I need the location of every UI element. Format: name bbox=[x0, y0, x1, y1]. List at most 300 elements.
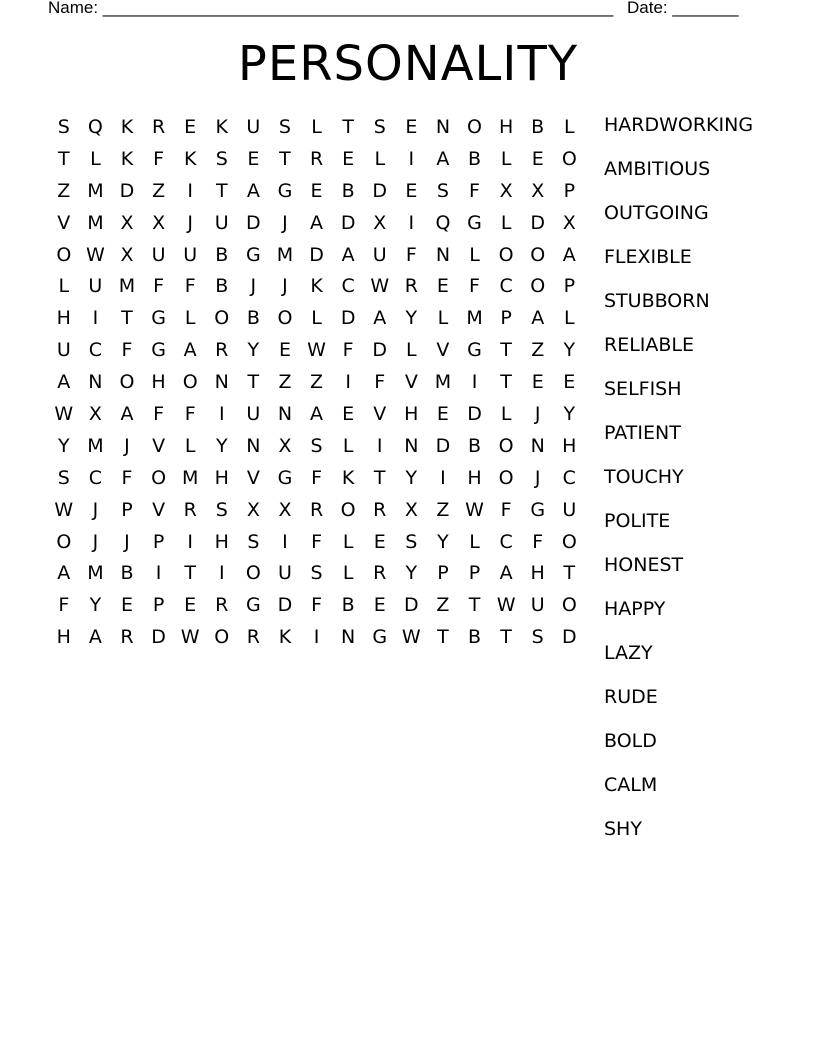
grid-letter[interactable]: L bbox=[406, 339, 417, 362]
grid-letter[interactable]: U bbox=[530, 594, 545, 617]
grid-letter[interactable]: Y bbox=[247, 339, 260, 362]
grid-letter[interactable]: L bbox=[469, 243, 480, 266]
grid-letter[interactable]: O bbox=[561, 530, 577, 553]
grid-letter[interactable]: Y bbox=[405, 562, 418, 585]
grid-letter[interactable]: T bbox=[373, 466, 386, 489]
grid-letter[interactable]: U bbox=[246, 402, 261, 425]
grid-letter[interactable]: S bbox=[436, 179, 449, 202]
grid-letter[interactable]: J bbox=[534, 402, 541, 425]
grid-letter[interactable]: O bbox=[530, 275, 546, 298]
grid-letter[interactable]: W bbox=[307, 339, 326, 362]
grid-letter[interactable]: A bbox=[183, 339, 197, 362]
grid-letter[interactable]: C bbox=[562, 466, 576, 489]
grid-letter[interactable]: X bbox=[120, 211, 134, 234]
grid-letter[interactable]: D bbox=[151, 626, 166, 649]
grid-letter[interactable]: O bbox=[530, 243, 546, 266]
grid-letter[interactable]: N bbox=[530, 434, 545, 457]
grid-letter[interactable]: R bbox=[373, 562, 387, 585]
grid-letter[interactable]: L bbox=[500, 211, 512, 234]
grid-letter[interactable]: K bbox=[120, 147, 134, 170]
grid-letter[interactable]: A bbox=[341, 243, 355, 266]
grid-letter[interactable]: O bbox=[561, 147, 577, 170]
grid-letter[interactable]: W bbox=[180, 626, 200, 649]
grid-letter[interactable]: S bbox=[57, 466, 70, 489]
grid-letter[interactable]: F bbox=[153, 275, 165, 298]
grid-letter[interactable]: H bbox=[498, 115, 514, 138]
grid-letter[interactable]: U bbox=[214, 211, 229, 234]
grid-letter[interactable]: K bbox=[278, 626, 292, 649]
grid-letter[interactable]: A bbox=[531, 307, 545, 330]
grid-letter[interactable]: V bbox=[152, 434, 166, 457]
grid-letter[interactable]: E bbox=[310, 179, 323, 202]
grid-letter[interactable]: S bbox=[215, 498, 228, 521]
grid-letter[interactable]: Z bbox=[310, 371, 324, 394]
grid-letter[interactable]: F bbox=[469, 275, 480, 298]
grid-letter[interactable]: K bbox=[183, 147, 197, 170]
grid-letter[interactable]: L bbox=[500, 147, 512, 170]
grid-letter[interactable]: D bbox=[372, 339, 388, 362]
grid-letter[interactable]: F bbox=[184, 275, 196, 298]
grid-letter[interactable]: P bbox=[437, 562, 449, 585]
grid-letter[interactable]: O bbox=[56, 530, 72, 553]
grid-letter[interactable]: J bbox=[124, 434, 130, 457]
grid-letter[interactable]: U bbox=[56, 339, 71, 362]
grid-letter[interactable]: X bbox=[246, 498, 260, 521]
grid-letter[interactable]: W bbox=[54, 402, 74, 425]
grid-letter[interactable]: M bbox=[87, 179, 104, 202]
grid-letter[interactable]: H bbox=[56, 626, 71, 649]
grid-row bbox=[48, 270, 585, 302]
grid-letter[interactable]: Y bbox=[57, 434, 70, 457]
grid-letter[interactable]: A bbox=[562, 243, 576, 266]
grid-letter[interactable]: X bbox=[120, 243, 134, 266]
grid-letter[interactable]: E bbox=[436, 275, 449, 298]
grid-letter[interactable]: A bbox=[88, 626, 102, 649]
grid-letter[interactable]: T bbox=[247, 371, 260, 394]
grid-letter[interactable]: F bbox=[311, 530, 323, 553]
grid-letter[interactable]: O bbox=[214, 626, 230, 649]
grid-letter[interactable]: L bbox=[342, 530, 354, 553]
grid-letter[interactable]: J bbox=[250, 275, 257, 298]
grid-letter[interactable]: F bbox=[500, 498, 512, 521]
grid-letter[interactable]: S bbox=[373, 115, 386, 138]
grid-letter[interactable]: S bbox=[531, 626, 544, 649]
grid-letter[interactable]: S bbox=[57, 115, 70, 138]
grid-letter[interactable]: K bbox=[310, 275, 323, 298]
grid-letter[interactable]: E bbox=[373, 530, 386, 553]
grid-letter[interactable]: E bbox=[405, 179, 418, 202]
grid-letter[interactable]: H bbox=[56, 307, 71, 330]
grid-letter[interactable]: F bbox=[532, 530, 544, 553]
grid-letter[interactable]: N bbox=[246, 434, 261, 457]
grid-letter[interactable]: O bbox=[498, 243, 514, 266]
grid-letter[interactable]: B bbox=[246, 307, 260, 330]
grid-letter[interactable]: D bbox=[467, 402, 482, 425]
grid-letter[interactable]: O bbox=[498, 434, 514, 457]
grid-letter[interactable]: W bbox=[370, 275, 390, 298]
grid-letter[interactable]: L bbox=[437, 307, 449, 330]
grid-letter[interactable]: D bbox=[530, 211, 546, 234]
grid-letter[interactable]: I bbox=[282, 530, 288, 553]
grid-letter[interactable]: F bbox=[153, 147, 165, 170]
grid-letter[interactable]: R bbox=[309, 498, 324, 521]
grid-letter[interactable]: P bbox=[563, 179, 576, 202]
grid-letter[interactable]: T bbox=[500, 626, 512, 649]
grid-letter[interactable]: W bbox=[401, 626, 421, 649]
grid-letter[interactable]: G bbox=[372, 626, 388, 649]
grid-letter[interactable]: O bbox=[277, 307, 293, 330]
grid-letter[interactable]: X bbox=[404, 498, 418, 521]
grid-letter[interactable]: D bbox=[277, 594, 293, 617]
grid-letter[interactable]: E bbox=[184, 115, 197, 138]
grid-letter[interactable]: N bbox=[341, 626, 356, 649]
grid-letter[interactable]: R bbox=[120, 626, 134, 649]
grid-letter[interactable]: E bbox=[405, 115, 418, 138]
grid-letter[interactable]: H bbox=[467, 466, 482, 489]
grid-letter[interactable]: L bbox=[500, 402, 512, 425]
grid-letter[interactable]: G bbox=[245, 243, 261, 266]
grid-letter[interactable]: N bbox=[88, 371, 103, 394]
grid-letter[interactable]: G bbox=[467, 211, 482, 234]
grid-letter[interactable]: O bbox=[340, 498, 356, 521]
grid-letter[interactable]: K bbox=[120, 115, 134, 138]
grid-letter[interactable]: U bbox=[246, 115, 261, 138]
grid-letter[interactable]: M bbox=[466, 307, 483, 330]
grid-letter[interactable]: L bbox=[564, 307, 575, 330]
grid-letter[interactable]: C bbox=[88, 339, 103, 362]
grid-letter[interactable]: N bbox=[435, 243, 451, 266]
grid-letter[interactable]: O bbox=[467, 115, 482, 138]
grid-letter[interactable]: J bbox=[187, 211, 193, 234]
grid-letter[interactable]: G bbox=[277, 179, 293, 202]
grid-letter[interactable]: Y bbox=[563, 402, 576, 425]
grid-letter[interactable]: E bbox=[373, 594, 386, 617]
grid-letter[interactable]: I bbox=[187, 179, 193, 202]
grid-letter[interactable]: F bbox=[58, 594, 70, 617]
grid-letter[interactable]: P bbox=[152, 530, 165, 553]
grid-letter[interactable]: R bbox=[215, 339, 229, 362]
grid-letter[interactable]: V bbox=[373, 402, 387, 425]
grid-letter[interactable]: B bbox=[467, 626, 482, 649]
grid-letter[interactable]: X bbox=[499, 179, 513, 202]
grid-letter[interactable]: A bbox=[57, 371, 71, 394]
grid-letter[interactable]: Y bbox=[215, 434, 228, 457]
grid-letter[interactable]: D bbox=[309, 243, 324, 266]
grid-letter[interactable]: J bbox=[92, 498, 99, 521]
grid-letter[interactable]: L bbox=[342, 434, 354, 457]
grid-letter[interactable]: Y bbox=[437, 530, 449, 553]
grid-letter[interactable]: K bbox=[341, 466, 355, 489]
grid-letter[interactable]: O bbox=[561, 594, 577, 617]
grid-letter[interactable]: C bbox=[499, 275, 513, 298]
grid-letter[interactable]: Y bbox=[405, 307, 418, 330]
grid-letter[interactable]: J bbox=[124, 530, 130, 553]
grid-letter[interactable]: Z bbox=[436, 498, 450, 521]
grid-letter[interactable]: H bbox=[214, 530, 229, 553]
grid-letter[interactable]: B bbox=[467, 434, 482, 457]
grid-letter[interactable]: E bbox=[342, 402, 355, 425]
grid-letter[interactable]: B bbox=[215, 275, 229, 298]
grid-letter[interactable]: P bbox=[500, 307, 512, 330]
grid-letter[interactable]: X bbox=[278, 498, 292, 521]
grid-letter[interactable]: L bbox=[184, 307, 196, 330]
grid-letter[interactable]: X bbox=[562, 211, 576, 234]
grid-letter[interactable]: L bbox=[311, 307, 322, 330]
grid-letter[interactable]: S bbox=[405, 530, 418, 553]
grid-letter[interactable]: I bbox=[313, 626, 320, 649]
grid-letter[interactable]: F bbox=[311, 466, 323, 489]
grid-letter[interactable]: M bbox=[181, 466, 199, 489]
grid-letter[interactable]: O bbox=[56, 243, 72, 266]
grid-letter[interactable]: D bbox=[340, 211, 356, 234]
grid-letter[interactable]: B bbox=[120, 562, 134, 585]
grid-letter[interactable]: F bbox=[311, 594, 323, 617]
grid-letter[interactable]: A bbox=[373, 307, 387, 330]
grid-letter[interactable]: I bbox=[218, 562, 225, 585]
date-field[interactable]: Date: _______ bbox=[627, 0, 739, 17]
grid-letter[interactable]: O bbox=[214, 307, 230, 330]
grid-letter[interactable]: D bbox=[561, 626, 577, 649]
grid-letter[interactable]: T bbox=[563, 562, 576, 585]
grid-letter[interactable]: B bbox=[531, 115, 545, 138]
grid-letter[interactable]: P bbox=[152, 594, 165, 617]
grid-letter[interactable]: B bbox=[215, 243, 229, 266]
grid-letter[interactable]: U bbox=[151, 243, 166, 266]
grid-letter[interactable]: D bbox=[119, 179, 135, 202]
word-list-item: FLEXIBLE bbox=[604, 246, 692, 268]
grid-letter[interactable]: L bbox=[564, 115, 575, 138]
grid-letter[interactable]: F bbox=[184, 402, 196, 425]
grid-letter[interactable]: E bbox=[531, 371, 544, 394]
grid-letter[interactable]: D bbox=[435, 434, 451, 457]
grid-letter[interactable]: U bbox=[88, 275, 103, 298]
grid-letter[interactable]: F bbox=[374, 371, 386, 394]
grid-letter[interactable]: B bbox=[341, 179, 355, 202]
grid-letter[interactable]: X bbox=[152, 211, 166, 234]
grid-letter[interactable]: S bbox=[310, 434, 323, 457]
grid-letter[interactable]: G bbox=[530, 498, 546, 521]
grid-letter[interactable]: C bbox=[499, 530, 513, 553]
grid-letter[interactable]: D bbox=[404, 594, 419, 617]
word-list-item: HAPPY bbox=[604, 598, 666, 620]
grid-letter[interactable]: L bbox=[374, 147, 386, 170]
grid-letter[interactable]: A bbox=[246, 179, 260, 202]
grid-letter[interactable]: W bbox=[85, 243, 105, 266]
grid-letter[interactable]: S bbox=[215, 147, 228, 170]
grid-row bbox=[48, 366, 585, 398]
grid-letter[interactable]: A bbox=[310, 402, 324, 425]
grid-letter[interactable]: T bbox=[279, 147, 291, 170]
grid-letter[interactable]: T bbox=[121, 307, 133, 330]
grid-row bbox=[48, 207, 585, 239]
grid-letter[interactable]: V bbox=[436, 339, 450, 362]
grid-letter[interactable]: I bbox=[92, 307, 99, 330]
grid-letter[interactable]: O bbox=[245, 562, 261, 585]
grid-letter[interactable]: R bbox=[246, 626, 260, 649]
grid-letter[interactable]: L bbox=[469, 530, 480, 553]
grid-letter[interactable]: H bbox=[404, 402, 419, 425]
grid-letter[interactable]: L bbox=[311, 115, 322, 138]
grid-letter[interactable]: E bbox=[247, 147, 260, 170]
grid-letter[interactable]: R bbox=[215, 594, 229, 617]
grid-letter[interactable]: J bbox=[282, 275, 288, 298]
grid-letter[interactable]: V bbox=[152, 498, 166, 521]
grid-letter[interactable]: P bbox=[121, 498, 133, 521]
grid-letter[interactable]: Q bbox=[87, 115, 103, 138]
grid-letter[interactable]: O bbox=[151, 466, 167, 489]
grid-letter[interactable]: L bbox=[184, 434, 196, 457]
grid-letter[interactable]: B bbox=[341, 594, 355, 617]
grid-letter[interactable]: W bbox=[54, 498, 74, 521]
grid-letter[interactable]: M bbox=[434, 371, 452, 394]
grid-letter[interactable]: U bbox=[183, 243, 198, 266]
grid-letter[interactable]: E bbox=[184, 594, 197, 617]
grid-letter[interactable]: F bbox=[121, 466, 133, 489]
grid-letter[interactable]: S bbox=[310, 562, 323, 585]
grid-letter[interactable]: Z bbox=[57, 179, 71, 202]
grid-letter[interactable]: C bbox=[88, 466, 103, 489]
grid-letter[interactable]: I bbox=[471, 371, 478, 394]
grid-letter[interactable]: S bbox=[247, 530, 260, 553]
grid-letter[interactable]: G bbox=[277, 466, 293, 489]
grid-letter[interactable]: A bbox=[436, 147, 450, 170]
grid-letter[interactable]: H bbox=[214, 466, 229, 489]
grid-letter[interactable]: O bbox=[182, 371, 198, 394]
grid-letter[interactable]: D bbox=[340, 307, 356, 330]
grid-letter[interactable]: F bbox=[153, 402, 165, 425]
page-title: PERSONALITY bbox=[237, 36, 579, 92]
grid-letter[interactable]: M bbox=[87, 562, 104, 585]
grid-letter[interactable]: N bbox=[214, 371, 229, 394]
grid-letter[interactable]: M bbox=[276, 243, 294, 266]
grid-letter[interactable]: G bbox=[151, 339, 166, 362]
grid-letter[interactable]: A bbox=[499, 562, 513, 585]
grid-letter[interactable]: E bbox=[120, 594, 133, 617]
grid-letter[interactable]: R bbox=[373, 498, 387, 521]
grid-letter[interactable]: A bbox=[57, 562, 71, 585]
grid-letter[interactable]: H bbox=[562, 434, 577, 457]
grid-letter[interactable]: L bbox=[58, 275, 70, 298]
grid-letter[interactable]: R bbox=[183, 498, 197, 521]
grid-letter[interactable]: J bbox=[534, 466, 541, 489]
grid-letter[interactable]: T bbox=[468, 594, 481, 617]
grid-letter[interactable]: O bbox=[119, 371, 135, 394]
grid-letter[interactable]: N bbox=[435, 115, 451, 138]
grid-letter[interactable]: T bbox=[57, 147, 70, 170]
grid-letter[interactable]: J bbox=[282, 211, 288, 234]
grid-letter[interactable]: V bbox=[246, 466, 260, 489]
grid-letter[interactable]: C bbox=[341, 275, 355, 298]
grid-row bbox=[48, 621, 585, 653]
grid-letter[interactable]: J bbox=[92, 530, 99, 553]
grid-letter[interactable]: I bbox=[376, 434, 383, 457]
grid-letter[interactable]: F bbox=[121, 339, 133, 362]
grid-letter[interactable]: I bbox=[187, 530, 193, 553]
grid-letter[interactable]: V bbox=[57, 211, 71, 234]
grid-letter[interactable]: E bbox=[563, 371, 576, 394]
grid-letter[interactable]: Q bbox=[435, 211, 451, 234]
grid-letter[interactable]: T bbox=[215, 179, 228, 202]
grid-letter[interactable]: Z bbox=[531, 339, 545, 362]
grid-letter[interactable]: X bbox=[278, 434, 292, 457]
grid-letter[interactable]: H bbox=[530, 562, 545, 585]
grid-letter[interactable]: T bbox=[184, 562, 196, 585]
grid-letter[interactable]: I bbox=[218, 402, 225, 425]
grid-letter[interactable]: S bbox=[278, 115, 291, 138]
grid-letter[interactable]: Z bbox=[278, 371, 292, 394]
grid-letter[interactable]: E bbox=[436, 402, 449, 425]
grid-letter[interactable]: I bbox=[155, 562, 162, 585]
grid-letter[interactable]: I bbox=[345, 371, 351, 394]
grid-letter[interactable]: I bbox=[408, 211, 415, 234]
grid-letter[interactable]: Y bbox=[563, 339, 576, 362]
grid-letter[interactable]: L bbox=[342, 562, 354, 585]
grid-letter[interactable]: B bbox=[467, 147, 482, 170]
grid-letter[interactable]: M bbox=[118, 275, 136, 298]
name-field[interactable]: Name: ______________________________________________________ bbox=[48, 0, 614, 17]
grid-letter[interactable]: N bbox=[404, 434, 419, 457]
grid-letter[interactable]: K bbox=[215, 115, 228, 138]
grid-letter[interactable]: F bbox=[469, 179, 480, 202]
grid-letter[interactable]: T bbox=[500, 371, 512, 394]
grid-letter[interactable]: Z bbox=[152, 179, 166, 202]
grid-letter[interactable]: I bbox=[440, 466, 446, 489]
grid-letter[interactable]: H bbox=[151, 371, 166, 394]
grid-letter[interactable]: T bbox=[437, 626, 449, 649]
grid-letter[interactable]: W bbox=[496, 594, 516, 617]
grid-letter[interactable]: Z bbox=[436, 594, 450, 617]
grid-row bbox=[48, 589, 585, 621]
grid-letter[interactable]: M bbox=[87, 434, 104, 457]
grid-letter[interactable]: U bbox=[562, 498, 577, 521]
grid-letter[interactable]: U bbox=[372, 243, 387, 266]
grid-letter[interactable]: R bbox=[309, 147, 324, 170]
grid-letter[interactable]: O bbox=[498, 466, 514, 489]
grid-letter[interactable]: G bbox=[245, 594, 261, 617]
grid-letter[interactable]: N bbox=[277, 402, 293, 425]
grid-letter[interactable]: T bbox=[342, 115, 354, 138]
grid-letter[interactable]: V bbox=[404, 371, 418, 394]
grid-letter[interactable]: Y bbox=[89, 594, 102, 617]
grid-letter[interactable]: R bbox=[151, 115, 166, 138]
grid-letter[interactable]: P bbox=[563, 275, 576, 298]
grid-letter[interactable]: A bbox=[120, 402, 134, 425]
grid-letter[interactable]: L bbox=[90, 147, 101, 170]
grid-letter[interactable]: F bbox=[405, 243, 417, 266]
grid-letter[interactable]: E bbox=[342, 147, 355, 170]
grid-letter[interactable]: E bbox=[278, 339, 291, 362]
grid-letter[interactable]: F bbox=[342, 339, 354, 362]
grid-letter[interactable]: W bbox=[465, 498, 484, 521]
grid-letter[interactable]: D bbox=[372, 179, 388, 202]
grid-letter[interactable]: X bbox=[531, 179, 545, 202]
grid-letter[interactable]: T bbox=[500, 339, 512, 362]
grid-letter[interactable]: M bbox=[87, 211, 104, 234]
grid-letter[interactable]: X bbox=[88, 402, 102, 425]
grid-letter[interactable]: P bbox=[468, 562, 481, 585]
word-list-item: HARDWORKING bbox=[604, 114, 754, 136]
grid-letter[interactable]: Y bbox=[405, 466, 418, 489]
grid-letter[interactable]: A bbox=[310, 211, 324, 234]
grid-letter[interactable]: I bbox=[408, 147, 415, 170]
grid-letter[interactable]: X bbox=[373, 211, 387, 234]
grid-letter[interactable]: D bbox=[246, 211, 261, 234]
grid-letter[interactable]: U bbox=[277, 562, 292, 585]
grid-letter[interactable]: R bbox=[404, 275, 418, 298]
grid-letter[interactable]: E bbox=[531, 147, 544, 170]
grid-letter[interactable]: G bbox=[467, 339, 482, 362]
grid-letter[interactable]: G bbox=[151, 307, 166, 330]
